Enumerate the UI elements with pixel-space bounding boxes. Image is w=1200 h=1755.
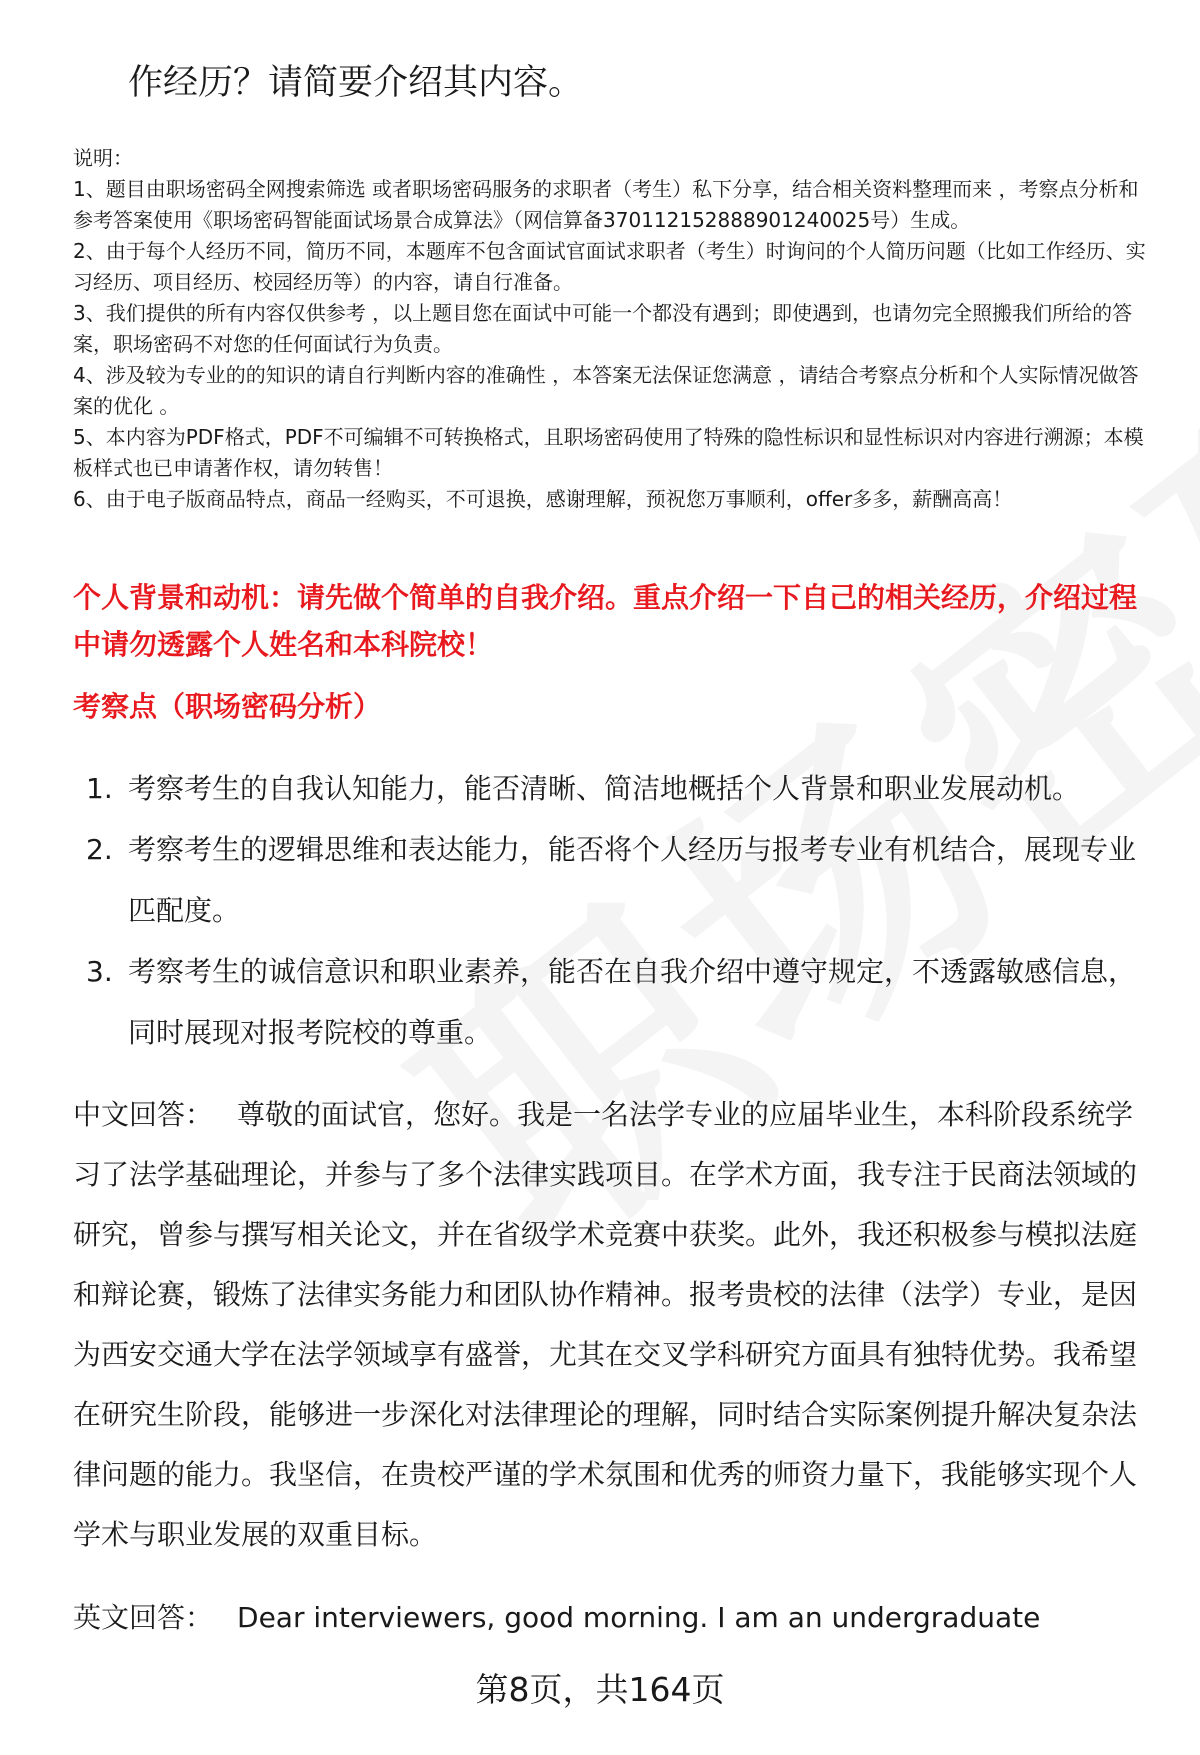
chinese-answer-text: 尊敬的面试官，您好。我是一名法学专业的应届毕业生，本科阶段系统学习了法学基础理论，并参与了多个法律实践项目。在学术方面，我专注于民商法领域的研究，曾参与撰写相关论文，并在省级学术竞赛中获奖。此外，我还积极参与模拟法庭和辩论赛，锻炼了法律实务能力和团队协作精神。报考贵校的法律（法学）专业，是因为西安交通大学在法学领域享有盛誉，尤其在交叉学科研究方面具有独特优势。我希望在研究生阶段，能够进一步深化对法律理论的理解，同时结合实际案例提升解决复杂法律问题的能力。我坚信，在贵校严谨的学术氛围和优秀的师资力量下，我能够实现个人学术与职业发展的双重目标。 (73, 1098, 1138, 1551)
english-answer-text: Dear interviewers, good morning. I am an undergraduate (237, 1601, 1041, 1634)
english-answer (73, 1588, 1153, 1648)
analysis-point (73, 758, 1153, 819)
point-number: 1. (86, 772, 113, 805)
point-number: 2. (86, 833, 113, 866)
point-text: 考察考生的自我认知能力，能否清晰、简洁地概括个人背景和职业发展动机。 (128, 772, 1081, 805)
disclaimer-notes (73, 143, 1153, 515)
note-item: 2、由于每个人经历不同，简历不同，本题库不包含面试官面试求职者（考生）时询问的个人简历问题（比如工作经历、实习经历、项目经历、校园经历等）的内容，请自行准备。 (73, 239, 1146, 294)
english-answer-label: 英文回答： (73, 1601, 214, 1634)
point-text: 考察考生的逻辑思维和表达能力，能否将个人经历与报考专业有机结合，展现专业匹配度。 (128, 833, 1137, 927)
analysis-point (73, 819, 1153, 941)
question-heading: 个人背景和动机：请先做个简单的自我介绍。重点介绍一下自己的相关经历，介绍过程中请勿透露个人姓名和本科院校！ (73, 581, 1138, 661)
note-item: 6、由于电子版商品特点，商品一经购买，不可退换，感谢理解，预祝您万事顺利，offer多多，薪酬高高！ (73, 487, 1013, 511)
page-number-footer: 第8页，共164页 (475, 1670, 725, 1709)
chinese-answer (73, 1085, 1153, 1565)
chinese-answer-label: 中文回答： (73, 1098, 214, 1131)
question-title-tail: 作经历？请简要介绍其内容。 (128, 63, 584, 103)
note-item: 4、涉及较为专业的的知识的请自行判断内容的准确性 ，本答案无法保证您满意 ，请结合考察点分析和个人实际情况做答案的优化 。 (73, 363, 1139, 418)
point-number: 3. (86, 955, 113, 988)
point-text: 考察考生的诚信意识和职业素养，能否在自我介绍中遵守规定，不透露敏感信息，同时展现对报考院校的尊重。 (128, 955, 1137, 1049)
analysis-heading: 考察点（职场密码分析） (73, 690, 382, 723)
note-item: 3、我们提供的所有内容仅供参考 ，以上题目您在面试中可能一个都没有遇到；即使遇到，也请勿完全照搬我们所给的答案，职场密码不对您的任何面试行为负责。 (73, 301, 1133, 356)
analysis-points (73, 758, 1153, 1063)
analysis-point (73, 941, 1153, 1063)
notes-heading: 说明： (73, 146, 133, 170)
note-item: 5、本内容为PDF格式，PDF不可编辑不可转换格式，且职场密码使用了特殊的隐性标识和显性标识对内容进行溯源；本模板样式也已申请著作权，请勿转售！ (73, 425, 1144, 480)
note-item: 1、题目由职场密码全网搜索筛选 或者职场密码服务的求职者（考生）私下分享，结合相关资料整理而来 ，考察点分析和参考答案使用《职场密码智能面试场景合成算法》（网信算备370112152888901240025号）生成。 (73, 177, 1139, 232)
